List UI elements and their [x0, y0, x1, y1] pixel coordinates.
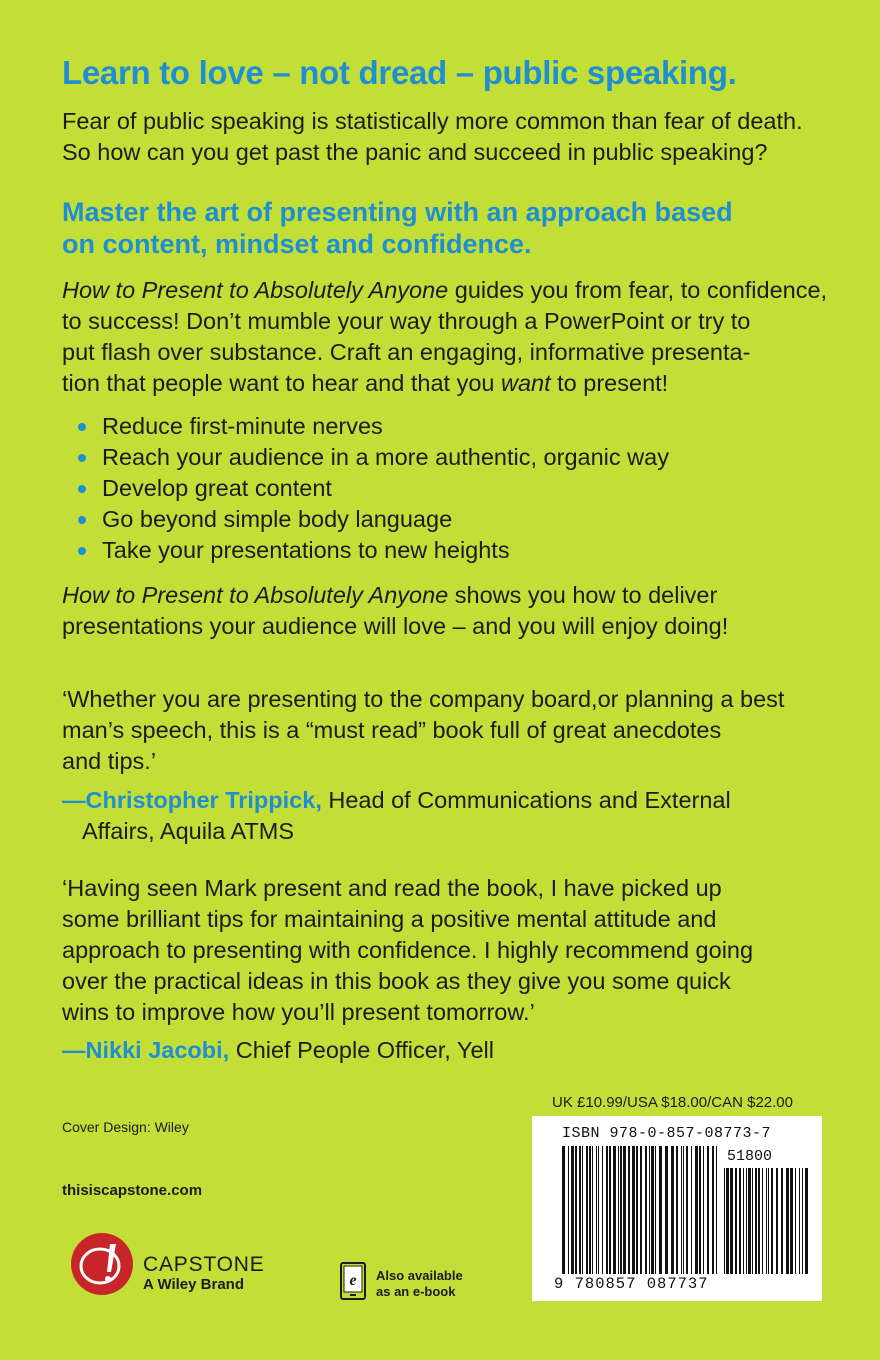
- barcode-bar: [659, 1146, 662, 1274]
- book-title: How to Present to Absolutely Anyone: [62, 582, 449, 608]
- barcode-bar: [699, 1146, 701, 1274]
- attribution-role: Head of Communications and External: [321, 787, 731, 813]
- bullet-text: Develop great content: [102, 475, 332, 501]
- publisher-tagline: A Wiley Brand: [143, 1276, 244, 1293]
- subheadline: [62, 196, 842, 260]
- barcode-bar: [799, 1168, 800, 1274]
- barcode-bar: [768, 1168, 769, 1274]
- closing-line-1-rest: shows you how to deliver: [448, 582, 718, 608]
- bullet-icon: [78, 423, 86, 431]
- barcode-bar: [790, 1168, 793, 1274]
- closing-line-2: presentations your audience will love – and you will enjoy doing!: [62, 613, 729, 639]
- intro-line-1: Fear of public speaking is statistically more common than fear of death.: [62, 108, 803, 134]
- barcode-bar: [640, 1146, 642, 1274]
- barcode-bar: [676, 1146, 678, 1274]
- subheadline-line-2: on content, mindset and confidence.: [62, 229, 532, 259]
- barcode-bar: [655, 1146, 656, 1274]
- quote-line: ‘Whether you are presenting to the company board,or planning a best: [62, 686, 785, 712]
- barcode-bar: [596, 1146, 597, 1274]
- barcode-bar: [724, 1168, 725, 1274]
- bullet-icon: [78, 485, 86, 493]
- barcode-bar: [762, 1168, 763, 1274]
- barcode-bar: [781, 1168, 783, 1274]
- barcode-bar: [665, 1146, 668, 1274]
- bullet-icon: [78, 454, 86, 462]
- barcode-panel: [532, 1116, 822, 1301]
- isbn-text: ISBN 978-0-857-08773-7: [562, 1125, 772, 1142]
- list-item: [78, 535, 778, 566]
- closing-paragraph: [62, 580, 832, 642]
- attribution-name: —Nikki Jacobi,: [62, 1037, 230, 1063]
- barcode-bar: [681, 1146, 682, 1274]
- benefits-list: [78, 411, 778, 566]
- barcode-bar: [686, 1146, 688, 1274]
- bullet-text: Reach your audience in a more authentic, organic way: [102, 444, 669, 470]
- barcode-digits: 9 780857 087737: [554, 1275, 709, 1293]
- bullet-text: Go beyond simple body language: [102, 506, 453, 532]
- addon-barcode: [722, 1168, 812, 1276]
- barcode-bar: [776, 1168, 778, 1274]
- barcode-bar: [579, 1146, 581, 1274]
- bullet-text: Reduce first-minute nerves: [102, 413, 383, 439]
- bullet-text: Take your presentations to new heights: [102, 537, 510, 563]
- barcode-bar: [743, 1168, 744, 1274]
- main-barcode: [560, 1146, 720, 1276]
- attribution-role: Chief People Officer, Yell: [229, 1037, 494, 1063]
- subheadline-line-1: Master the art of presenting with an approach based: [62, 197, 733, 227]
- description-paragraph: [62, 275, 832, 399]
- description-line-4-post: to present!: [550, 370, 669, 396]
- barcode-bar: [602, 1146, 603, 1274]
- list-item: [78, 473, 778, 504]
- description-line-1-rest: guides you from fear, to confidence,: [448, 277, 828, 303]
- barcode-bar: [766, 1168, 767, 1274]
- testimonial-quote-1: [62, 684, 802, 777]
- barcode-bar: [752, 1168, 753, 1274]
- barcode-bar: [758, 1168, 760, 1274]
- barcode-bar: [746, 1168, 747, 1274]
- bullet-icon: [78, 516, 86, 524]
- description-emphasis: want: [500, 370, 551, 396]
- barcode-bar: [620, 1146, 622, 1274]
- barcode-bar: [571, 1146, 574, 1274]
- barcode-bar: [726, 1168, 729, 1274]
- barcode-bar: [805, 1168, 808, 1274]
- barcode-bar: [712, 1146, 714, 1274]
- description-line-3: put flash over substance. Craft an engaging, informative presenta-: [62, 339, 751, 365]
- quote-line: ‘Having seen Mark present and read the book, I have picked up: [62, 875, 722, 901]
- barcode-bar: [716, 1146, 717, 1274]
- barcode-bar: [562, 1146, 565, 1274]
- website-url: thisiscapstone.com: [62, 1182, 203, 1199]
- intro-paragraph: [62, 106, 862, 168]
- barcode-bar: [795, 1168, 796, 1274]
- barcode-bar: [802, 1168, 803, 1274]
- barcode-bar: [606, 1146, 608, 1274]
- barcode-bar: [703, 1146, 704, 1274]
- quote-line: man’s speech, this is a “must read” book full of great anecdotes: [62, 717, 722, 743]
- barcode-bar: [695, 1146, 698, 1274]
- barcode-bar: [771, 1168, 773, 1274]
- quote-line: and tips.’: [62, 748, 157, 774]
- cover-design-credit: Cover Design: Wiley: [62, 1119, 189, 1135]
- attribution-name: —Christopher Trippick,: [62, 787, 322, 813]
- barcode-bar: [568, 1146, 569, 1274]
- barcode-bar: [755, 1168, 757, 1274]
- barcode-bar: [730, 1168, 733, 1274]
- testimonial-attribution-1: [62, 785, 782, 847]
- price-label: UK £10.99/USA $18.00/CAN $22.00: [552, 1094, 793, 1111]
- ebook-availability: [376, 1268, 463, 1300]
- svg-text:e: e: [349, 1272, 357, 1289]
- barcode-bar: [613, 1146, 616, 1274]
- barcode-bar: [786, 1168, 789, 1274]
- barcode-bar: [691, 1146, 692, 1274]
- barcode-bar: [735, 1168, 737, 1274]
- barcode-bar: [586, 1146, 588, 1274]
- attribution-line-1: [62, 785, 782, 816]
- barcode-price-code: 51800: [727, 1148, 773, 1165]
- capstone-logo-icon: [70, 1232, 134, 1296]
- closing-line-1: [62, 580, 832, 611]
- barcode-bar: [632, 1146, 635, 1274]
- attribution-line-2: Affairs, Aquila ATMS: [82, 818, 295, 844]
- description-line-4: [62, 368, 832, 399]
- barcode-bar: [739, 1168, 741, 1274]
- description-line-4-pre: tion that people want to hear and that you: [62, 370, 501, 396]
- description-line-1: [62, 275, 832, 306]
- barcode-bar: [628, 1146, 630, 1274]
- ebook-line-2: as an e-book: [376, 1284, 456, 1299]
- barcode-bar: [748, 1168, 751, 1274]
- testimonial-quote-2: [62, 873, 822, 1028]
- barcode-bar: [645, 1146, 647, 1274]
- barcode-bar: [636, 1146, 638, 1274]
- ebook-icon: [340, 1262, 366, 1300]
- barcode-bar: [592, 1146, 593, 1274]
- description-line-2: to success! Don’t mumble your way through a PowerPoint or try to: [62, 308, 751, 334]
- barcode-bar: [618, 1146, 619, 1274]
- quote-line: some brilliant tips for maintaining a positive mental attitude and: [62, 906, 717, 932]
- barcode-bar: [649, 1146, 650, 1274]
- headline: Learn to love – not dread – public speaking.: [62, 54, 737, 91]
- quote-line: wins to improve how you’ll present tomorrow.’: [62, 999, 535, 1025]
- attribution-line-1: [62, 1035, 782, 1066]
- barcode-bar: [582, 1146, 583, 1274]
- list-item: [78, 442, 778, 473]
- quote-line: over the practical ideas in this book as they give you some quick: [62, 968, 731, 994]
- barcode-bar: [589, 1146, 591, 1274]
- bullet-icon: [78, 547, 86, 555]
- barcode-bar: [651, 1146, 654, 1274]
- list-item: [78, 504, 778, 535]
- list-item: [78, 411, 778, 442]
- book-title: How to Present to Absolutely Anyone: [62, 277, 449, 303]
- testimonial-attribution-2: [62, 1035, 782, 1066]
- barcode-bar: [609, 1146, 611, 1274]
- quote-line: approach to presenting with confidence. I highly recommend going: [62, 937, 754, 963]
- barcode-bar: [575, 1146, 577, 1274]
- barcode-bar: [707, 1146, 709, 1274]
- publisher-name: CAPSTONE: [143, 1253, 265, 1276]
- barcode-bar: [623, 1146, 626, 1274]
- barcode-bar: [683, 1146, 684, 1274]
- barcode-bar: [671, 1146, 674, 1274]
- ebook-line-1: Also available: [376, 1268, 463, 1283]
- barcode-bar: [598, 1146, 599, 1274]
- intro-line-2: So how can you get past the panic and succeed in public speaking?: [62, 139, 768, 165]
